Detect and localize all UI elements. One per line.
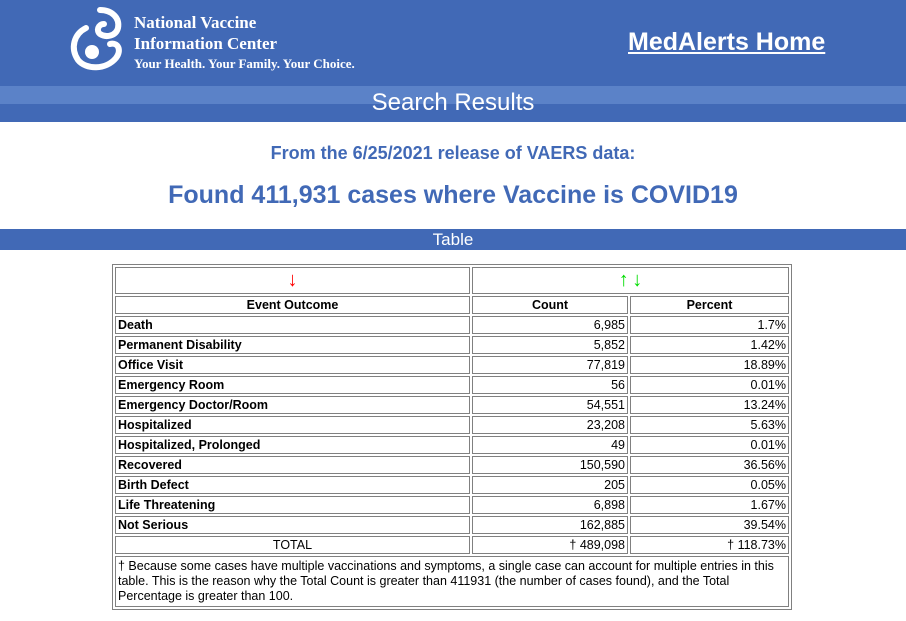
row-count: 162,885 [472,516,628,534]
arrow-up-green-icon[interactable]: ↑ [618,268,629,291]
table-row [115,476,789,494]
table-row [115,496,789,514]
row-count: 6,985 [472,316,628,334]
page-title: Search Results [371,89,535,116]
row-count: 6,898 [472,496,628,514]
row-percent: 1.7% [630,316,789,334]
row-percent: 36.56% [630,456,789,474]
table-row [115,516,789,534]
row-percent: 1.67% [630,496,789,514]
row-percent: 1.42% [630,336,789,354]
arrow-down-red-icon[interactable]: ↓ [287,268,298,291]
section-label: Table [432,230,474,249]
row-outcome: Life Threatening [115,496,470,514]
org-tagline: Your Health. Your Family. Your Choice. [134,56,355,71]
row-outcome: Emergency Doctor/Room [115,396,470,414]
row-count: 150,590 [472,456,628,474]
row-outcome: Office Visit [115,356,470,374]
row-percent: 0.01% [630,436,789,454]
header-count: Count [472,296,628,314]
table-row [115,396,789,414]
table-header-row [115,296,789,314]
sort-cell-outcome [115,267,470,294]
org-line1: National Vaccine [134,13,257,32]
results-table [112,264,792,610]
row-count: 56 [472,376,628,394]
row-count: 23,208 [472,416,628,434]
row-count: 205 [472,476,628,494]
row-outcome: Recovered [115,456,470,474]
table-row [115,376,789,394]
table-row [115,416,789,434]
org-name [134,12,355,74]
row-percent: 5.63% [630,416,789,434]
table-row [115,316,789,334]
row-percent: 18.89% [630,356,789,374]
org-line2: Information Center [134,34,278,53]
row-percent: 13.24% [630,396,789,414]
total-count: † 489,098 [472,536,628,554]
row-outcome: Permanent Disability [115,336,470,354]
row-outcome: Hospitalized [115,416,470,434]
sort-row [115,267,789,294]
row-count: 54,551 [472,396,628,414]
row-outcome: Birth Defect [115,476,470,494]
header-event-outcome: Event Outcome [115,296,470,314]
row-percent: 39.54% [630,516,789,534]
row-count: 5,852 [472,336,628,354]
release-info: From the 6/25/2021 release of VAERS data: [270,143,636,163]
row-outcome: Death [115,316,470,334]
nvic-logo-icon[interactable] [66,6,128,72]
footnote: † Because some cases have multiple vaccinations and symptoms, a single case can account for multiple entries in this table. This is the reason why the Total Count is greater than 411931 (the number of cases found), and the Total Percentage is greater than 100. [115,556,789,607]
row-percent: 0.05% [630,476,789,494]
total-label: TOTAL [115,536,470,554]
table-row [115,336,789,354]
footnote-row [115,556,789,607]
table-row [115,356,789,374]
total-row [115,536,789,554]
header-percent: Percent [630,296,789,314]
results-count-heading: Found 411,931 cases where Vaccine is COVID19 [168,181,738,209]
row-outcome: Not Serious [115,516,470,534]
sort-cell-count [472,267,789,294]
row-outcome: Emergency Room [115,376,470,394]
table-row [115,436,789,454]
row-outcome: Hospitalized, Prolonged [115,436,470,454]
row-percent: 0.01% [630,376,789,394]
total-percent: † 118.73% [630,536,789,554]
row-count: 77,819 [472,356,628,374]
table-body [115,316,789,534]
table-row [115,456,789,474]
row-count: 49 [472,436,628,454]
medalerts-home-link[interactable]: MedAlerts Home [628,28,826,56]
arrow-down-green-icon[interactable]: ↓ [632,268,643,291]
